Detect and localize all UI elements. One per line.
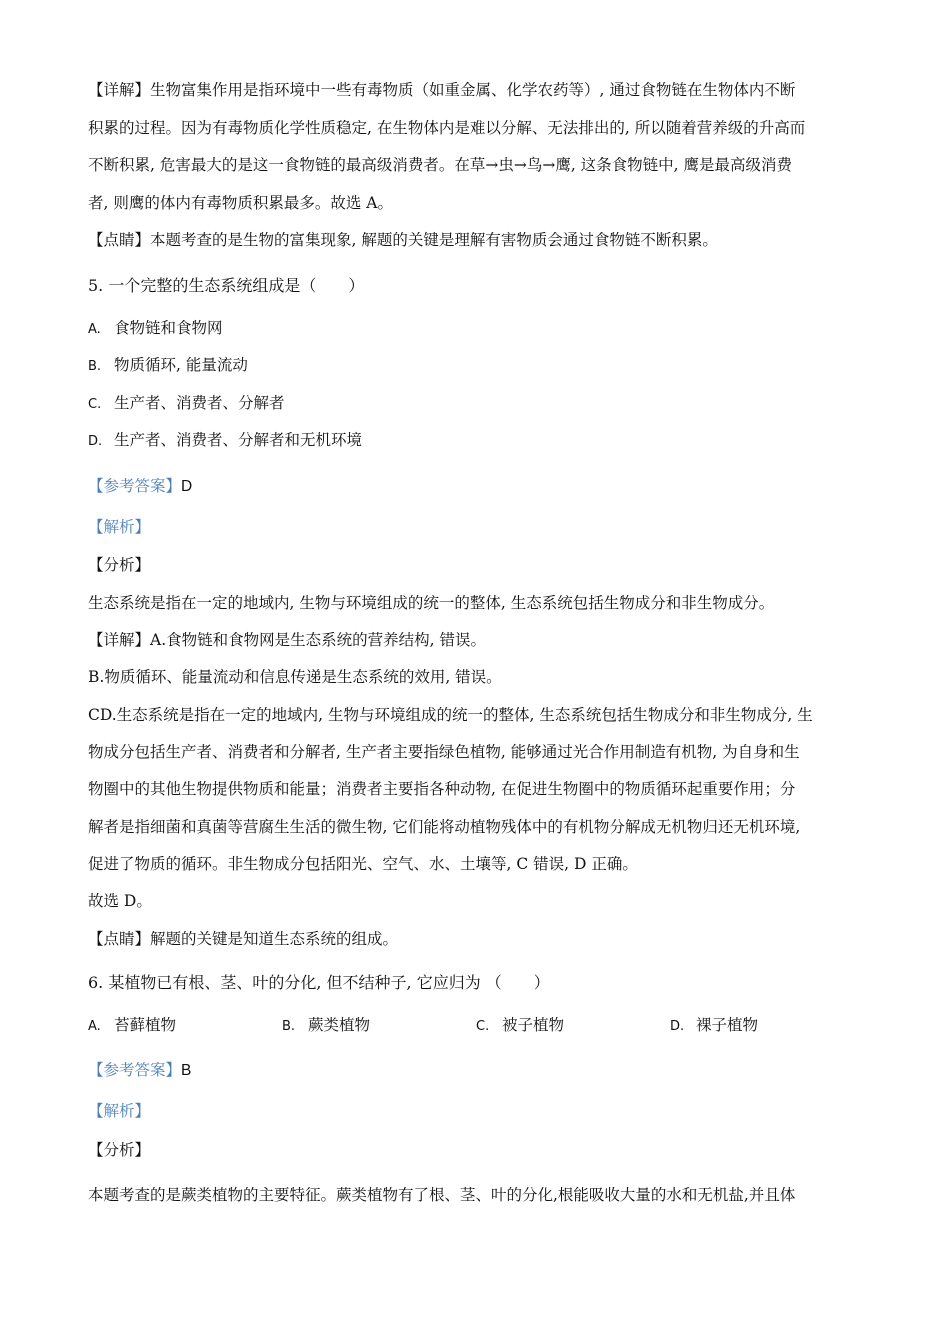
q6-option-c [476, 1015, 564, 1037]
text-line: 不断积累, 危害最大的是这一食物链的最高级消费者。在草→虫→鸟→鹰, 这条食物链中, 鹰是最高级消费 [88, 156, 793, 174]
q6-answer [88, 1060, 868, 1081]
text-line: 【详解】生物富集作用是指环境中一些有毒物质（如重金属、化学农药等）, 通过食物链在生物体内不断 [88, 81, 796, 99]
option-letter: C. [476, 1019, 490, 1034]
text-line: 解者是指细菌和真菌等营腐生生活的微生物, 它们能将动植物残体中的有机物分解成无机物归还无机环境, [88, 818, 801, 836]
text-line: 物圈中的其他生物提供物质和能量；消费者主要指各种动物, 在促进生物圈中的物质循环起重要作用；分 [88, 780, 796, 798]
option-text: 蕨类植物 [308, 1016, 371, 1034]
option-text: 食物链和食物网 [114, 319, 223, 337]
option-text: 生产者、消费者、分解者 [114, 394, 285, 412]
text-line: 故选 D。 [88, 892, 152, 910]
q5-jiexi-label: 【解析】 [88, 518, 151, 536]
answer-value: D [181, 478, 193, 495]
text-line: 者, 则鹰的体内有毒物质积累最多。故选 A。 [88, 194, 393, 212]
text-line: CD.生态系统是指在一定的地域内, 生物与环境组成的统一的整体, 生态系统包括生物成分和非生物成分, 生 [88, 706, 813, 724]
text-line: 促进了物质的循环。非生物成分包括阳光、空气、水、土壤等, C 错误, D 正确。 [88, 855, 638, 873]
text-line: 【详解】A.食物链和食物网是生态系统的营养结构, 错误。 [88, 631, 486, 649]
q6-option-a [88, 1015, 176, 1037]
answer-value: B [181, 1062, 192, 1079]
option-text: 生产者、消费者、分解者和无机环境 [114, 431, 363, 449]
q5-fenxi-label: 【分析】 [88, 556, 151, 574]
q5-option-a [88, 318, 868, 340]
text-line: 物成分包括生产者、消费者和分解者, 生产者主要指绿色植物, 能够通过光合作用制造有机物, 为自身和生 [88, 743, 800, 761]
text-line: 积累的过程。因为有毒物质化学性质稳定, 在生物体内是难以分解、无法排出的, 所以随着营养级的升高而 [88, 119, 806, 137]
question-6-stem: 6. 某植物已有根、茎、叶的分化, 但不结种子, 它应归为 （ ） [88, 973, 550, 992]
option-letter: C. [88, 397, 102, 412]
q6-fenxi-label: 【分析】 [88, 1141, 151, 1159]
q6-option-b [282, 1015, 370, 1037]
q6-option-d [670, 1015, 758, 1037]
answer-label: 【参考答案】 [88, 477, 182, 495]
q5-option-b [88, 355, 868, 377]
text-line: 【点睛】本题考查的是生物的富集现象, 解题的关键是理解有害物质会通过食物链不断积累。 [88, 231, 718, 249]
option-text: 苔藓植物 [114, 1016, 177, 1034]
option-text: 裸子植物 [696, 1016, 759, 1034]
text-line: B.物质循环、能量流动和信息传递是生态系统的效用, 错误。 [88, 668, 502, 686]
option-text: 物质循环, 能量流动 [114, 356, 248, 374]
option-letter: A. [88, 322, 101, 337]
option-letter: D. [670, 1019, 685, 1034]
option-text: 被子植物 [502, 1016, 565, 1034]
text-line: 【点睛】解题的关键是知道生态系统的组成。 [88, 930, 399, 948]
q6-jiexi-label: 【解析】 [88, 1102, 151, 1120]
q5-answer [88, 476, 868, 497]
option-letter: B. [282, 1019, 296, 1034]
q5-option-d [88, 430, 868, 452]
answer-label: 【参考答案】 [88, 1061, 182, 1079]
option-letter: B. [88, 359, 102, 374]
option-letter: D. [88, 434, 103, 449]
question-5-stem: 5. 一个完整的生态系统组成是（ ） [88, 276, 365, 295]
text-line: 生态系统是指在一定的地域内, 生物与环境组成的统一的整体, 生态系统包括生物成分和非生物成分。 [88, 594, 775, 612]
q5-option-c [88, 393, 868, 415]
text-line: 本题考查的是蕨类植物的主要特征。蕨类植物有了根、茎、叶的分化,根能吸收大量的水和无机盐,并且体 [88, 1186, 796, 1204]
option-letter: A. [88, 1019, 101, 1034]
